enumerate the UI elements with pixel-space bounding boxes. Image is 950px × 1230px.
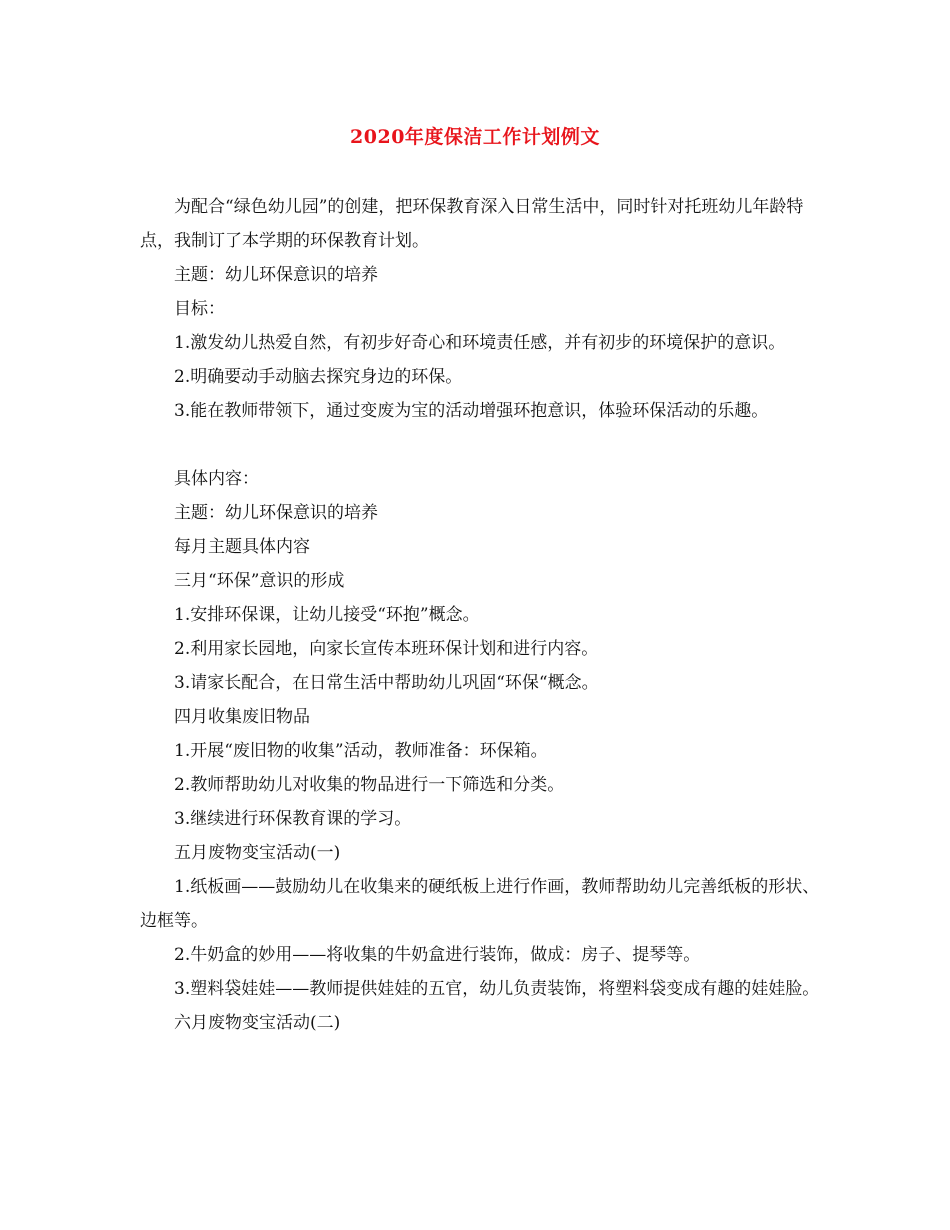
document-body xyxy=(140,190,820,1040)
paragraph-goal-2: 2.明确要动手动脑去探究身边的环保。 xyxy=(174,367,463,387)
paragraph-april-1: 1.开展“废旧物的收集”活动，教师准备：环保箱。 xyxy=(174,741,548,761)
paragraph-april-heading: 四月收集废旧物品 xyxy=(174,707,310,727)
paragraph-content-heading: 具体内容： xyxy=(174,469,259,489)
paragraph-march-1: 1.安排环保课，让幼儿接受“环抱”概念。 xyxy=(174,605,480,625)
document-title: 2020年度保洁工作计划例文 xyxy=(350,126,600,148)
paragraph-intro: 为配合“绿色幼儿园”的创建，把环保教育深入日常生活中，同时针对托班幼儿年龄特点，我制订了本学期的环保教育计划。 xyxy=(140,197,804,251)
paragraph-march-3: 3.请家长配合，在日常生活中帮助幼儿巩固“环保“概念。 xyxy=(174,673,599,693)
paragraph-may-2: 2.牛奶盒的妙用——将收集的牛奶盒进行装饰，做成：房子、提琴等。 xyxy=(174,945,701,965)
paragraph-monthly-heading: 每月主题具体内容 xyxy=(174,537,310,557)
paragraph-content-theme: 主题：幼儿环保意识的培养 xyxy=(174,503,378,523)
paragraph-march-heading: 三月“环保”意识的形成 xyxy=(174,571,345,591)
paragraph-may-heading: 五月废物变宝活动(一) xyxy=(174,843,341,863)
paragraph-march-2: 2.利用家长园地，向家长宣传本班环保计划和进行内容。 xyxy=(174,639,599,659)
paragraph-goal-1: 1.激发幼儿热爱自然，有初步好奇心和环境责任感，并有初步的环境保护的意识。 xyxy=(174,333,786,353)
paragraph-theme: 主题：幼儿环保意识的培养 xyxy=(174,265,378,285)
paragraph-april-2: 2.教师帮助幼儿对收集的物品进行一下筛选和分类。 xyxy=(174,775,565,795)
paragraph-april-3: 3.继续进行环保教育课的学习。 xyxy=(174,809,412,829)
paragraph-goal-3: 3.能在教师带领下，通过变废为宝的活动增强环抱意识，体验环保活动的乐趣。 xyxy=(174,401,769,421)
paragraph-goals-heading: 目标： xyxy=(174,299,225,319)
paragraph-may-1: 1.纸板画——鼓励幼儿在收集来的硬纸板上进行作画，教师帮助幼儿完善纸板的形状、边框等。 xyxy=(140,877,820,931)
paragraph-june-heading: 六月废物变宝活动(二) xyxy=(174,1013,341,1033)
paragraph-spacer xyxy=(140,428,820,462)
paragraph-may-3: 3.塑料袋娃娃——教师提供娃娃的五官，幼儿负责装饰，将塑料袋变成有趣的娃娃脸。 xyxy=(174,979,820,999)
